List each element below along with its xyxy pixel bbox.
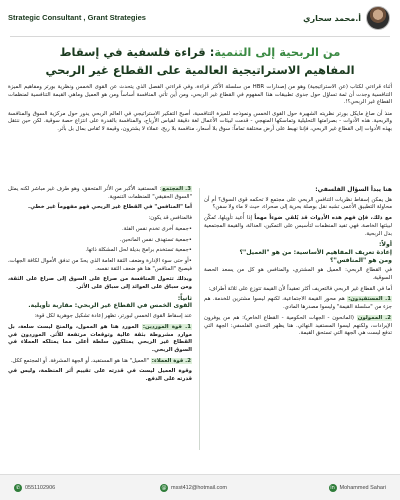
title-highlight: من الربحية إلى التنمية	[214, 45, 341, 59]
intro-paragraph-2: منذ أن صاغ مايكل بورتر نظريته الشهيرة حول القوى الخمس ونموذجه للميزة التنافسية، أصبح التفكير الاستراتيجي في العالم الربحي يدور حول مركزية السوق والمنافسة والربحية. هذه الأدوات - بصرامتها التحليلية وتماسكها المنهجي - قدمت لبيئات الأعمال لغة دقيقة لقياس الأرباح، والمنافسة بالقدرة على انتزاع حصة سوقية. لكن حين ننتقل بهذه الأدوات إلى القطاع غير الربحي، فإننا نهبط على أرض مختلفة تماماً: سوق بلا أسعار، منافسة بلا ربح، عملاء لا يشترون، وقيمة لا تُقاس بمال بل بأثر.	[8, 110, 392, 132]
competitor-bullet: •جمعية تستخدم برامج بديلة لحل المشكلة ذاتها.	[85, 247, 192, 254]
author-box	[303, 6, 390, 30]
footer-phone-text: 0551102906	[25, 485, 56, 491]
page-footer	[0, 474, 400, 500]
section-1-paragraph: في القطاع الربحي: العميل هو المشتري، والمنافس هو كل من يسعد الحصة السوقية.	[204, 267, 392, 282]
author-avatar	[366, 6, 390, 30]
funders-label: 2. الممولون	[357, 314, 391, 321]
question-text: هل يمكن إسقاط نظريات التنافس الربحي على مجتمع لا تحكمه قوى السوق؟ أم أن محاولة التطبيق الأعمى تشبه نقل بوصلة بحرية إلى صحراء، حيث لا ماء ولا سفن؟	[204, 196, 392, 211]
competitor-bullet: •جمعية تستهدف نفس المانحين.	[119, 236, 192, 243]
funders-text: (المانحون - الجهات الحكومية - القطاع الخاص): هم من يوفرون الإيرادات، ولكنهم ليسوا المستفيد النهائي. هنا يظهر التحدي الفلسفي: الجهة التي تدفع ليست هي الجهة التي تستحق القيمة.	[204, 314, 392, 337]
footer-email-text: msst412@hotmail.com	[171, 485, 228, 491]
beneficiaries-label: 1. المستفيدون:	[348, 296, 391, 303]
question-conclusion	[204, 215, 392, 238]
author-name: أ.محمد سحاري	[303, 13, 361, 23]
force-customers	[8, 358, 192, 366]
suppliers-text: المورد هنا هو الممول، والمنح ليست سلعة، بل موارد مشروطة بثقة عالية وتوقعات مرتفعة للأثر. الموردون في القطاع غير الربحي يمتلكون سلطة أعلى مما يمتلكه العملاء في السوق الربحي.	[8, 323, 192, 353]
force-suppliers	[8, 324, 192, 355]
competitor-intro: أما "المنافس" في القطاع غير الربحي فهو مفهوماً غير خطي.	[28, 204, 192, 211]
section-2-paragraph: عند إسقاط القوى الخمس لبورتر، تظهر إعادة تشكيل جوهرية لكل قوة:	[34, 313, 192, 320]
footer-handle	[329, 484, 386, 492]
title-line-1	[6, 44, 394, 60]
title-line-2: المفاهيم الاستراتيجية العالمية على القطاع غير الربحي	[45, 63, 355, 77]
title-rest: : قراءة فلسفية في إسقاط	[59, 45, 215, 59]
stakeholder-beneficiaries	[204, 296, 392, 311]
community-text: : المستفيد الأكبر من الأثر المتحقق، وهو طرف غير مباشر لكنه يمثل "السوق الحقيقي" للمنظمات التنموية.	[8, 186, 192, 200]
header-divider	[10, 36, 390, 37]
section-1-heading	[204, 241, 392, 264]
question-conclusion-bold: مع ذلك، فإن فهم هذه الأدوات قد يُلقي ضوءاً مهماً	[254, 215, 393, 222]
stakeholder-community	[8, 186, 192, 201]
section-1-title-b: ومن هو "المنافس"؟	[330, 256, 392, 264]
section-2-number: ثانياً:	[177, 294, 192, 302]
footer-handle-text: Mohammed Sahari	[339, 485, 386, 491]
customers-label: 2. قوة العملاء:	[151, 357, 191, 364]
section-1-number: أولاً:	[378, 241, 392, 249]
left-column	[8, 186, 192, 387]
competitor-bullet: •أو حتى سوء الإدارة وضعف الثقة العامة الذي يحدّ من تدفق الأموال لكافة الجهات، فيصبح "المنافس" هنا هو ضعف الثقة نفسه.	[8, 257, 192, 272]
suppliers-label: 1. قوة الموردين:	[142, 323, 191, 330]
email-icon: @	[161, 485, 167, 491]
section-2-title: القوى الخمس في القطاع غير الربحي: مقاربة تأويلية.	[28, 302, 192, 310]
intro-section	[8, 84, 392, 138]
right-column	[204, 186, 392, 341]
footer-phone	[14, 484, 55, 492]
question-conclusion-rest: إذا أُعيد تأويلها، تُمكّن لبيئتها الخاصة. فهي تفيد المنظمات لتأسيس على التمكين، العدالة، والقيمة المجتمعية بدل الربحية.	[204, 215, 392, 237]
column-divider	[199, 188, 200, 450]
section-2-heading	[8, 295, 192, 310]
section-1-paragraph-2: أما في القطاع غير الربحي فالتعريف أكثر تعقيداً لأن القيمة تتوزع على ثلاثة أطراف:	[208, 285, 392, 292]
competition-conclusion: وبذلك تتحول المنافسة من صراع على السوق إلى صراع على الثقة، ومن سباق على العوائد إلى سباق على الأثر.	[8, 276, 192, 291]
phone-icon: ✆	[15, 485, 21, 491]
profile-icon: in	[330, 485, 335, 491]
competitor-lead: فالمنافس قد يكون:	[148, 215, 192, 222]
customers-conclusion: وقوة العميل ليست في قدرته على تقييم أثر المنظمة، وليس في قدرته على الدفع.	[8, 368, 192, 383]
stakeholder-funders	[204, 315, 392, 338]
beneficiaries-text: هم محور القيمة الاجتماعية، لكنهم ليسوا مشترين للخدمة. هم جزء من "سلسلة القيمة" وليسوا مصدرها المادي.	[204, 296, 392, 311]
page-header	[0, 0, 400, 40]
brand-text: Strategic Consultant , Grant Strategies	[8, 13, 146, 22]
customers-text: "العميل" هنا هو المستفيد، أو الجهة المشرفة. أو المجتمع ككل.	[10, 357, 151, 364]
section-1-title-a: إعادة تعريف المفاهيم الأساسية: من هو "العميل"؟	[239, 248, 392, 256]
competitor-bullet: •جمعية أخرى تخدم نفس الفئة.	[122, 225, 192, 232]
intro-paragraph-1: أثناء قراءتي لكتاب (عن الاستراتيجية) وهو من إصدارات HBR من سلسلة الأكثر قراءة، وفي قراءتي الفصل الذي يتحدث عن القوى الخمس ونظرية بورتر ومفاهيم الميزة التنافسية وجدت أن ثمة تساؤل حول جدوى تطبيقات هذا المفهوم في القطاع غير الربحي، ومن أين تأتي المنافسة أساساً ومن هو العميل وماهي القيمة التنافسية لمنظمات القطاع غير الربحي؟!.	[8, 84, 392, 106]
community-label: 3. المجتمع	[162, 186, 191, 192]
title-block	[6, 44, 394, 78]
footer-email	[160, 484, 227, 492]
question-heading: هنا يبدأ السؤال الفلسفي:	[315, 186, 392, 193]
